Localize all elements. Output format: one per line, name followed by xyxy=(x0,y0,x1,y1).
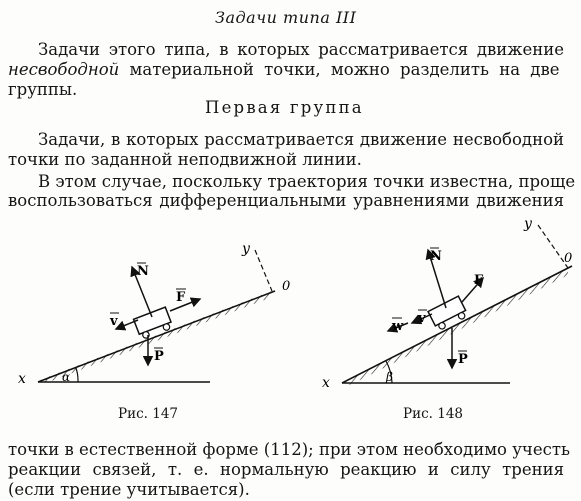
para1-line-2: точки по заданной неподвижной линии. xyxy=(8,150,362,169)
x-axis-label: x xyxy=(18,371,26,387)
angle-label: β xyxy=(386,370,393,384)
intro-line-2 xyxy=(8,60,564,80)
intro-line-1: Задачи этого типа, в которых рассматривается движение xyxy=(38,40,564,59)
intro-line-2-rest: материальной точки, можно разделить на две xyxy=(119,60,560,79)
x-axis-label: x xyxy=(322,375,330,391)
y-axis-label: y xyxy=(524,216,532,232)
intro-line-3: группы. xyxy=(8,80,78,99)
angle-label: α xyxy=(62,370,71,384)
velocity-vector xyxy=(116,320,138,329)
acceleration-label: w xyxy=(392,319,404,334)
normal-force-label: N xyxy=(430,249,442,264)
friction-force-label: F xyxy=(474,273,484,288)
incline-line xyxy=(38,291,275,382)
weight-label: P xyxy=(458,352,468,367)
velocity-label: v xyxy=(418,311,426,326)
figure-147-caption: Рис. 147 xyxy=(118,406,178,422)
friction-force-label: F xyxy=(176,290,186,305)
para3-line-3: (если трение учитывается). xyxy=(8,480,250,499)
section-title: Задачи типа III xyxy=(215,8,357,27)
para3-line-2: реакции связей, т. е. нормальную реакцию и силу трения xyxy=(8,460,564,479)
figure-148-diagram xyxy=(300,210,581,400)
normal-force-label: N xyxy=(137,264,149,279)
para2-line-1: В этом случае, поскольку траектория точки известна, проще xyxy=(38,172,576,191)
figure-148-caption: Рис. 148 xyxy=(403,406,463,422)
para3-line-1: точки в естественной форме (112); при этом необходимо учесть xyxy=(8,440,570,459)
weight-label: P xyxy=(154,349,164,364)
origin-label: 0 xyxy=(564,251,573,266)
y-axis-label: y xyxy=(242,241,250,257)
group-heading: Первая группа xyxy=(205,98,364,117)
intro-emphasis: несвободной xyxy=(8,60,120,79)
origin-label: 0 xyxy=(282,279,291,294)
para1-line-1: Задачи, в которых рассматривается движение несвободной xyxy=(38,130,564,149)
y-axis-line xyxy=(255,250,272,291)
figure-147-diagram xyxy=(0,225,300,400)
para2-line-2: воспользоваться дифференциальными уравнениями движения xyxy=(8,191,564,210)
incline-line xyxy=(342,266,572,383)
velocity-label: v xyxy=(110,314,118,329)
